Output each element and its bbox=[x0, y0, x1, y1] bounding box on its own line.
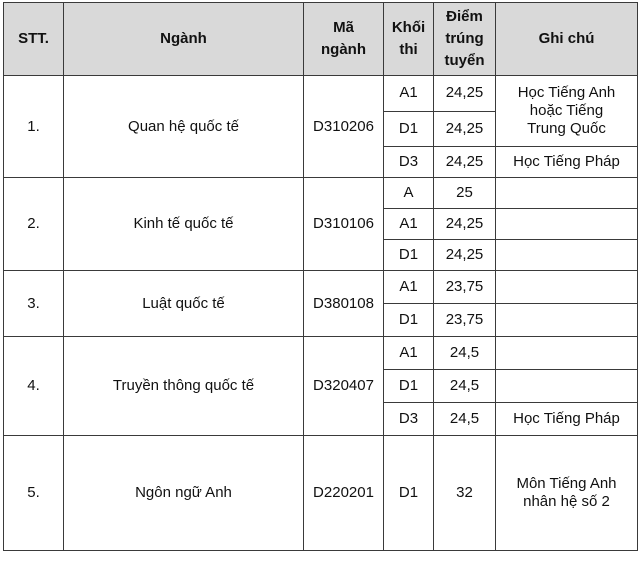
table-row bbox=[4, 178, 638, 209]
table-row bbox=[4, 337, 638, 370]
admission-scores-table bbox=[3, 2, 638, 551]
cell-khoi-thi: A bbox=[384, 178, 434, 209]
cell-nganh: Ngôn ngữ Anh bbox=[64, 436, 304, 551]
cell-ghi-chu bbox=[496, 304, 638, 337]
table-row bbox=[4, 76, 638, 112]
cell-khoi-thi: A1 bbox=[384, 76, 434, 112]
cell-diem: 32 bbox=[434, 436, 496, 551]
header-stt: STT. bbox=[4, 3, 64, 76]
cell-diem: 24,25 bbox=[434, 111, 496, 147]
cell-stt: 2. bbox=[4, 178, 64, 271]
cell-nganh: Kinh tế quốc tế bbox=[64, 178, 304, 271]
table-row bbox=[4, 271, 638, 304]
header-diem-trung-tuyen: Điểm trúng tuyển bbox=[434, 3, 496, 76]
cell-ghi-chu bbox=[496, 271, 638, 304]
cell-diem: 24,25 bbox=[434, 209, 496, 240]
cell-diem: 24,5 bbox=[434, 370, 496, 403]
cell-ghi-chu bbox=[496, 370, 638, 403]
cell-diem: 25 bbox=[434, 178, 496, 209]
cell-nganh: Quan hệ quốc tế bbox=[64, 76, 304, 178]
header-khoi-thi: Khối thi bbox=[384, 3, 434, 76]
cell-nganh: Luật quốc tế bbox=[64, 271, 304, 337]
cell-ma-nganh: D320407 bbox=[304, 337, 384, 436]
cell-khoi-thi: A1 bbox=[384, 271, 434, 304]
cell-khoi-thi: D3 bbox=[384, 147, 434, 178]
cell-ghi-chu: Môn Tiếng Anh nhân hệ số 2 bbox=[496, 436, 638, 551]
cell-ghi-chu: Học Tiếng Pháp bbox=[496, 147, 638, 178]
cell-ghi-chu bbox=[496, 240, 638, 271]
header-nganh: Ngành bbox=[64, 3, 304, 76]
cell-nganh: Truyền thông quốc tế bbox=[64, 337, 304, 436]
cell-diem: 24,5 bbox=[434, 403, 496, 436]
cell-diem: 24,5 bbox=[434, 337, 496, 370]
cell-stt: 4. bbox=[4, 337, 64, 436]
cell-ma-nganh: D310206 bbox=[304, 76, 384, 178]
cell-diem: 24,25 bbox=[434, 76, 496, 112]
cell-diem: 24,25 bbox=[434, 240, 496, 271]
cell-stt: 5. bbox=[4, 436, 64, 551]
cell-khoi-thi: D1 bbox=[384, 111, 434, 147]
cell-ghi-chu bbox=[496, 209, 638, 240]
cell-ma-nganh: D310106 bbox=[304, 178, 384, 271]
header-ma-nganh: Mã ngành bbox=[304, 3, 384, 76]
cell-khoi-thi: A1 bbox=[384, 209, 434, 240]
cell-ma-nganh: D220201 bbox=[304, 436, 384, 551]
cell-khoi-thi: D1 bbox=[384, 370, 434, 403]
cell-diem: 24,25 bbox=[434, 147, 496, 178]
cell-ghi-chu: Học Tiếng Anh hoặc Tiếng Trung Quốc bbox=[496, 76, 638, 147]
cell-diem: 23,75 bbox=[434, 271, 496, 304]
cell-ghi-chu: Học Tiếng Pháp bbox=[496, 403, 638, 436]
cell-khoi-thi: A1 bbox=[384, 337, 434, 370]
cell-diem: 23,75 bbox=[434, 304, 496, 337]
header-row bbox=[4, 3, 638, 76]
cell-khoi-thi: D1 bbox=[384, 304, 434, 337]
cell-stt: 1. bbox=[4, 76, 64, 178]
cell-ma-nganh: D380108 bbox=[304, 271, 384, 337]
cell-khoi-thi: D1 bbox=[384, 436, 434, 551]
cell-ghi-chu bbox=[496, 178, 638, 209]
header-ghi-chu: Ghi chú bbox=[496, 3, 638, 76]
table-row bbox=[4, 436, 638, 551]
cell-khoi-thi: D1 bbox=[384, 240, 434, 271]
cell-khoi-thi: D3 bbox=[384, 403, 434, 436]
cell-stt: 3. bbox=[4, 271, 64, 337]
cell-ghi-chu bbox=[496, 337, 638, 370]
